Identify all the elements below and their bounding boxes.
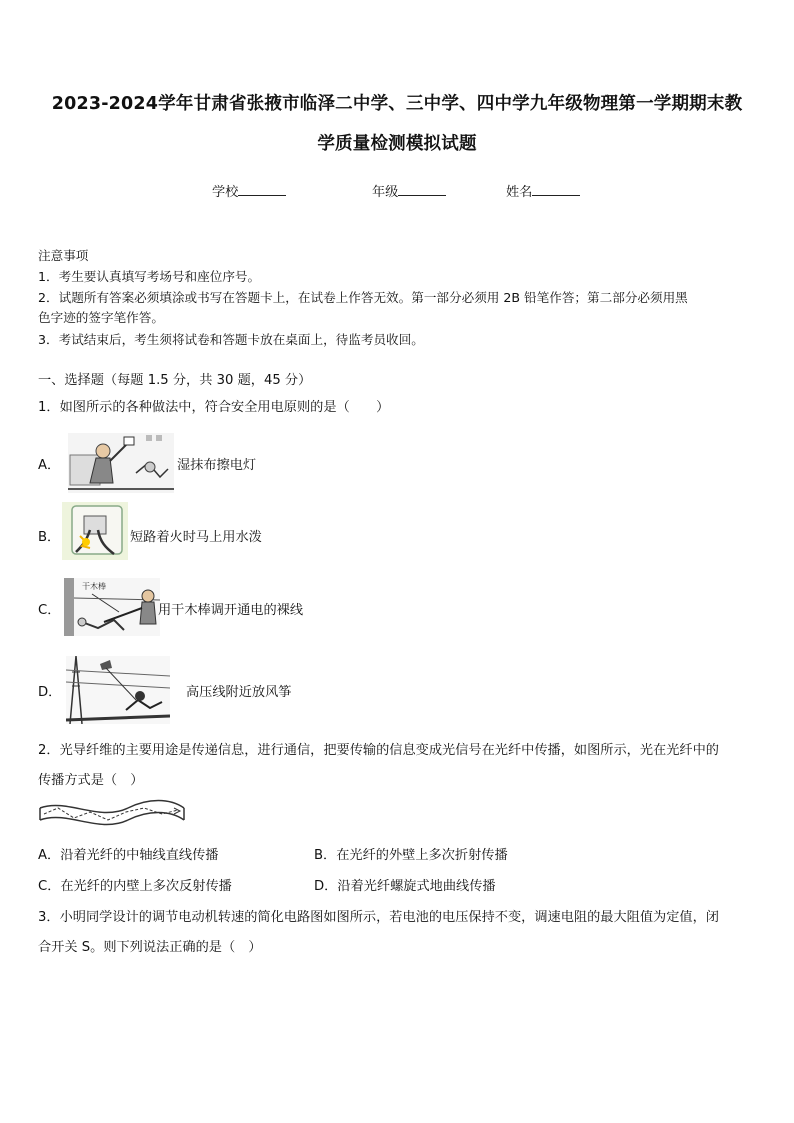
school-blank <box>238 184 286 196</box>
name-field <box>506 181 580 200</box>
notice-item-1: 1．考生要认真填写考场号和座位序号。 <box>38 269 261 284</box>
dry-stick-wire-picture <box>64 578 160 636</box>
grade-label: 年级 <box>372 185 399 200</box>
short-circuit-fire-picture <box>62 502 128 560</box>
q3-stem-line2: 合开关 S。则下列说法正确的是（ ） <box>38 940 262 955</box>
q1-option-b-letter: B． <box>38 530 61 545</box>
page-title-line2: 学质量检测模拟试题 <box>317 134 477 154</box>
grade-blank <box>398 184 446 196</box>
q1-option-d-letter: D． <box>38 685 62 700</box>
q1-option-b-text: 短路着火时马上用水泼 <box>130 530 262 545</box>
section-heading: 一、选择题（每题 1.5 分，共 30 题，45 分） <box>38 373 312 388</box>
q2-choice-c: C．在光纤的内壁上多次反射传播 <box>38 879 232 894</box>
name-blank <box>532 184 580 196</box>
grade-field <box>372 181 446 200</box>
q1-option-c-text: 用干木棒调开通电的裸线 <box>158 603 304 618</box>
name-label: 姓名 <box>506 185 533 200</box>
q1-option-a-letter: A． <box>38 458 61 473</box>
school-field <box>212 181 286 200</box>
q1-option-c-letter: C． <box>38 603 61 618</box>
q2-stem-line1: 2．光导纤维的主要用途是传递信息，进行通信，把要传输的信息变成光信号在光纤中传播，如图所示，光在光纤中的 <box>38 743 719 758</box>
dry-stick-caption: 干木棒 <box>82 582 106 591</box>
notice-heading: 注意事项 <box>38 248 89 263</box>
q3-stem-line1: 3．小明同学设计的调节电动机转速的简化电路图如图所示，若电池的电压保持不变，调速电阻的最大阻值为定值，闭 <box>38 910 719 925</box>
q2-choice-d: D．沿着光纤螺旋式地曲线传播 <box>314 879 496 894</box>
notice-item-3: 3．考试结束后，考生须将试卷和答题卡放在桌面上，待监考员收回。 <box>38 332 424 347</box>
notice-item-2-cont: 色字迹的签字笔作答。 <box>38 310 164 325</box>
kite-power-line-picture <box>66 656 170 724</box>
q1-option-d-text: 高压线附近放风筝 <box>186 685 292 700</box>
school-label: 学校 <box>212 185 239 200</box>
notice-item-2: 2．试题所有答案必须填涂或书写在答题卡上，在试卷上作答无效。第一部分必须用 2B 铅笔作答；第二部分必须用黑 <box>38 290 688 305</box>
q1-stem: 1．如图所示的各种做法中，符合安全用电原则的是（ ） <box>38 400 390 415</box>
q2-stem-line2: 传播方式是（ ） <box>38 773 144 788</box>
optical-fiber-figure <box>38 794 186 834</box>
q2-choice-b: B．在光纤的外壁上多次折射传播 <box>314 848 508 863</box>
q2-choice-a: A．沿着光纤的中轴线直线传播 <box>38 848 219 863</box>
q1-option-a-text: 湿抹布擦电灯 <box>177 458 257 473</box>
wiping-lamp-picture <box>68 433 174 493</box>
page-title-line1: 2023-2024学年甘肃省张掖市临泽二中学、三中学、四中学九年级物理第一学期期末教 <box>51 94 743 114</box>
